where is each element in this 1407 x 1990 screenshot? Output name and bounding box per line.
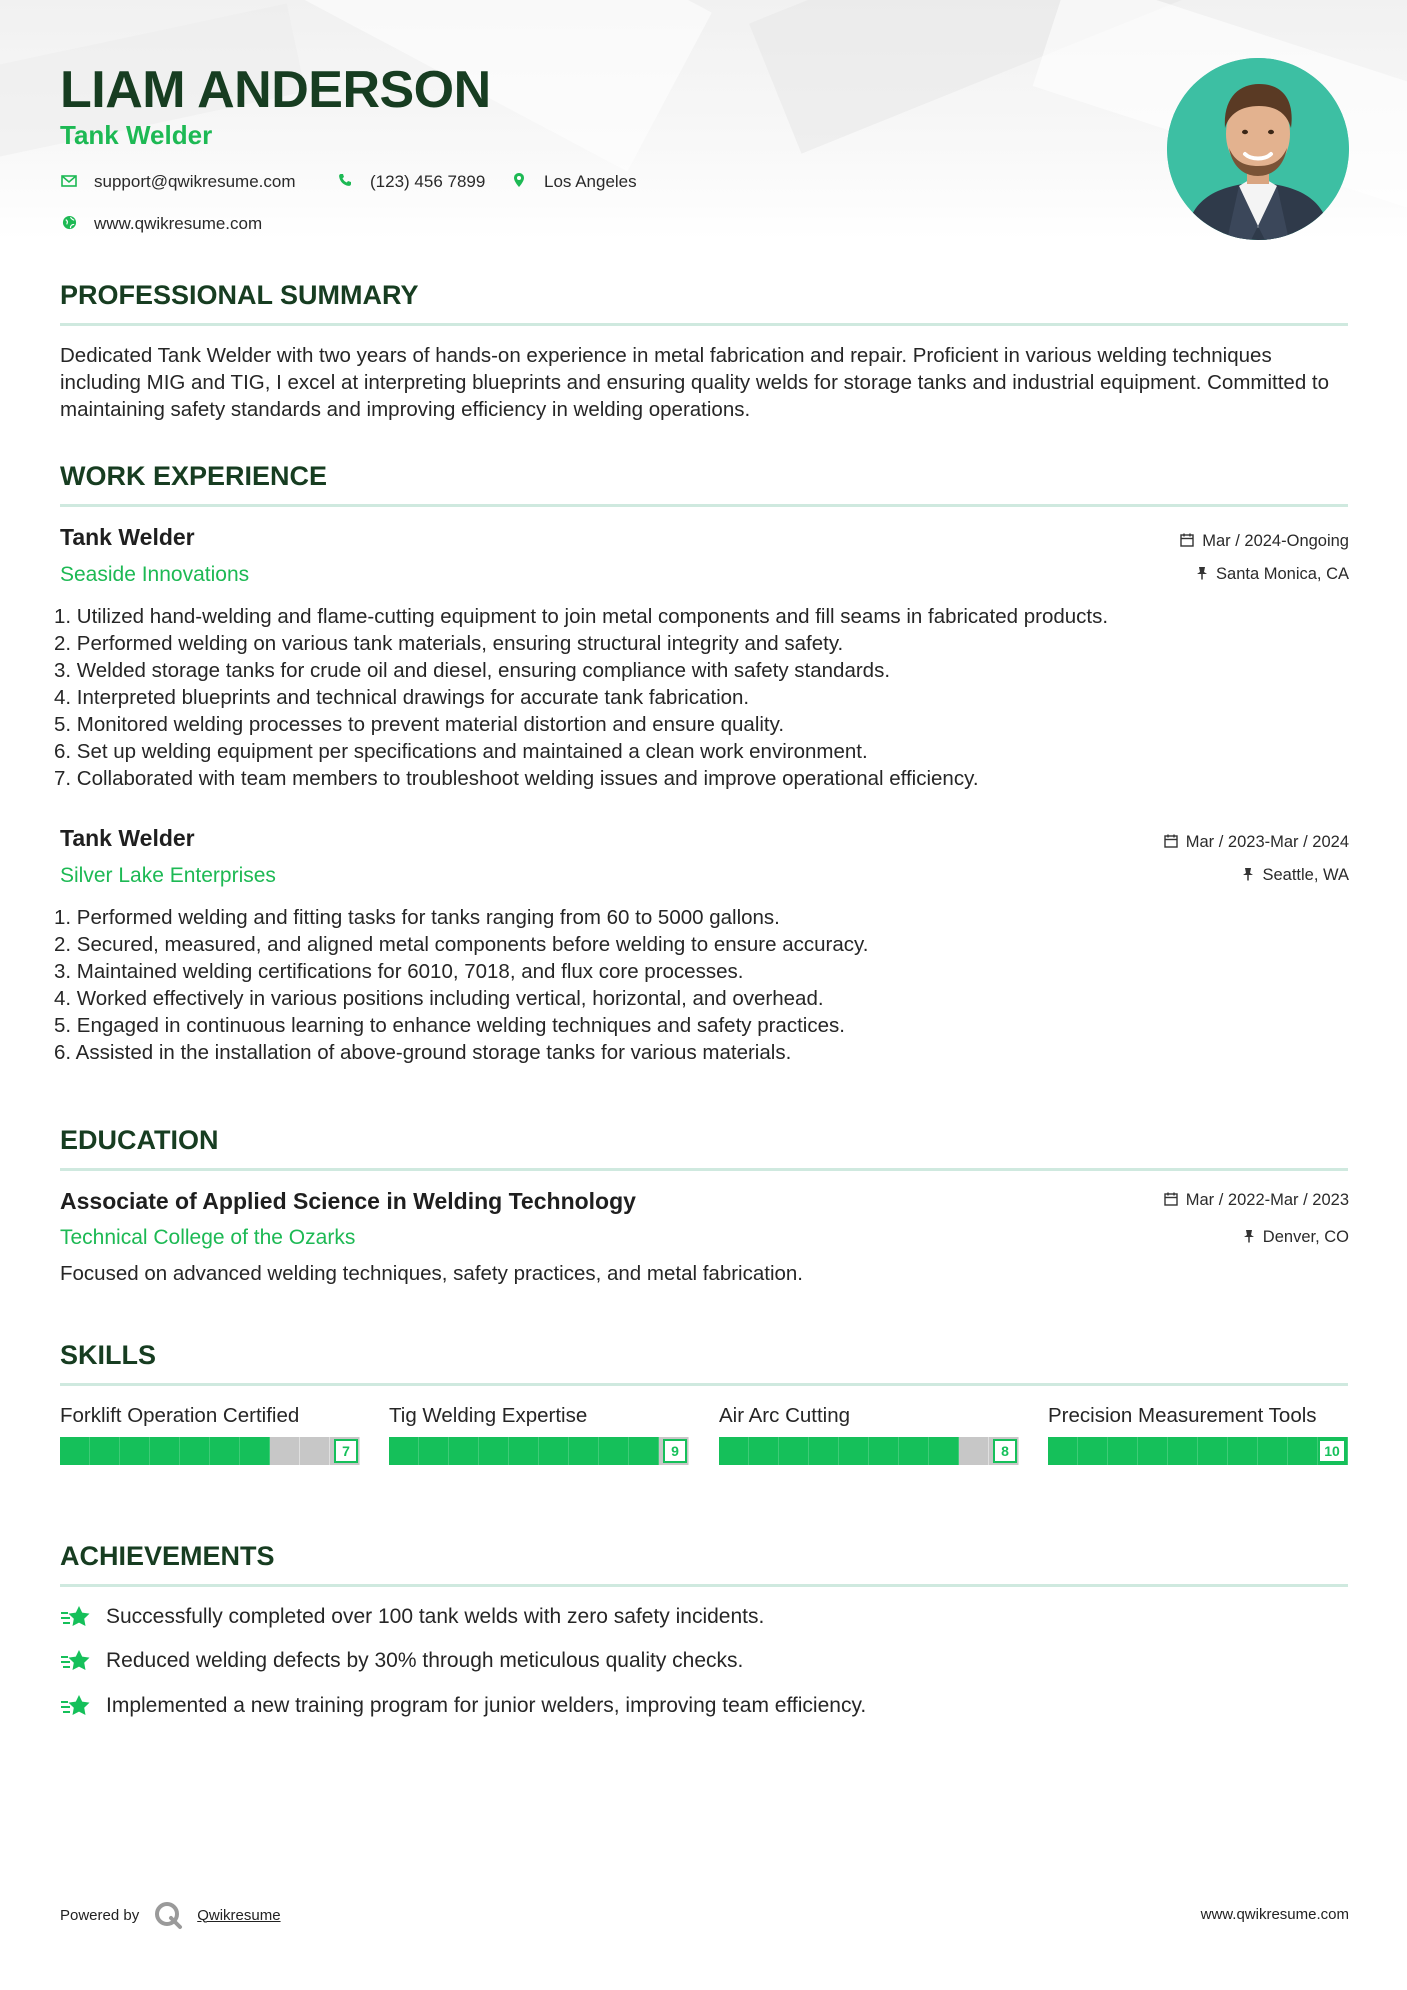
skill-segment <box>1258 1437 1288 1465</box>
education-dates: Mar / 2022-Mar / 2023 <box>1164 1191 1349 1210</box>
job-bullet: 1. Performed welding and fitting tasks for tanks ranging from 60 to 5000 gallons. <box>54 906 780 929</box>
footer-website[interactable]: www.qwikresume.com <box>1200 1906 1349 1923</box>
skill-segment <box>1138 1437 1168 1465</box>
star-icon <box>60 1648 92 1674</box>
job-dates: Mar / 2024-Ongoing <box>1180 532 1349 551</box>
achievement-text: Successfully completed over 100 tank welds with zero safety incidents. <box>106 1605 765 1628</box>
phone-icon <box>336 173 354 191</box>
skill-segment <box>809 1437 839 1465</box>
job-bullet: 5. Engaged in continuous learning to enhance welding techniques and safety practices. <box>54 1014 845 1037</box>
skill-segment <box>60 1437 90 1465</box>
skill-segment <box>1168 1437 1198 1465</box>
pushpin-icon <box>1242 867 1254 885</box>
section-education-title: EDUCATION <box>60 1125 1348 1171</box>
education-location: Denver, CO <box>1243 1228 1349 1247</box>
powered-by-text: Powered by <box>60 1906 140 1924</box>
section-achievements-title: ACHIEVEMENTS <box>60 1541 1348 1587</box>
skill-segment <box>899 1437 929 1465</box>
job-bullet: 4. Interpreted blueprints and technical drawings for accurate tank fabrication. <box>54 686 750 709</box>
job-bullet: 2. Secured, measured, and aligned metal components before welding to ensure accuracy. <box>54 933 869 956</box>
section-skills-title: SKILLS <box>60 1340 1348 1386</box>
skill-label: Precision Measurement Tools <box>1048 1404 1317 1427</box>
job-bullet: 5. Monitored welding processes to prevent material distortion and ensure quality. <box>54 713 785 736</box>
contact-website-text: www.qwikresume.com <box>94 214 263 233</box>
skill-segment <box>1078 1437 1108 1465</box>
skill-segment <box>599 1437 629 1465</box>
skill-segment <box>150 1437 180 1465</box>
skill-segment <box>1228 1437 1258 1465</box>
job-bullet: 3. Maintained welding certifications for 6010, 7018, and flux core processes. <box>54 960 744 983</box>
job-location: Seattle, WA <box>1242 866 1349 885</box>
section-experience-title: WORK EXPERIENCE <box>60 461 1348 507</box>
skill-bar <box>719 1437 1019 1465</box>
skill-segment <box>419 1437 449 1465</box>
skill-segment <box>569 1437 599 1465</box>
profile-photo <box>1167 58 1349 240</box>
contact-phone[interactable] <box>336 172 485 192</box>
calendar-icon <box>1180 533 1194 551</box>
skill-segment <box>449 1437 479 1465</box>
skill-item <box>1048 1402 1348 1465</box>
skill-segment <box>959 1437 989 1465</box>
contact-phone-text: (123) 456 7899 <box>370 172 486 191</box>
skill-segment <box>779 1437 809 1465</box>
globe-icon <box>60 215 78 234</box>
skill-label: Air Arc Cutting <box>719 1404 851 1427</box>
job-bullet: 6. Assisted in the installation of above-ground storage tanks for various materials. <box>54 1041 792 1064</box>
job-company: Seaside Innovations <box>60 563 250 586</box>
achievement-item <box>60 1693 866 1719</box>
map-pin-icon <box>510 172 528 192</box>
job-dates: Mar / 2023-Mar / 2024 <box>1164 833 1349 852</box>
job-bullet: 1. Utilized hand-welding and flame-cutting equipment to join metal components and fill seams in fabricated products. <box>54 605 1109 628</box>
skill-segment <box>1198 1437 1228 1465</box>
job-bullet: 2. Performed welding on various tank materials, ensuring structural integrity and safety. <box>54 632 844 655</box>
skill-label: Forklift Operation Certified <box>60 1404 300 1427</box>
candidate-name: LIAM ANDERSON <box>60 61 491 119</box>
skill-segment <box>629 1437 659 1465</box>
skill-segment <box>90 1437 120 1465</box>
job-company: Silver Lake Enterprises <box>60 864 276 887</box>
skill-segment <box>839 1437 869 1465</box>
pushpin-icon <box>1243 1229 1255 1247</box>
skill-segment <box>1108 1437 1138 1465</box>
skill-item <box>389 1402 689 1465</box>
star-icon <box>60 1604 92 1630</box>
job-bullet: 3. Welded storage tanks for crude oil and diesel, ensuring compliance with safety standards. <box>54 659 891 682</box>
skill-score: 10 <box>1318 1439 1346 1463</box>
skill-segment <box>210 1437 240 1465</box>
contact-website[interactable] <box>60 214 262 234</box>
candidate-title: Tank Welder <box>60 120 213 150</box>
calendar-icon <box>1164 1192 1178 1210</box>
achievement-text: Reduced welding defects by 30% through meticulous quality checks. <box>106 1649 744 1672</box>
skill-segment <box>539 1437 569 1465</box>
achievement-item <box>60 1604 764 1630</box>
skill-segment <box>869 1437 899 1465</box>
achievement-item <box>60 1648 743 1674</box>
job-role: Tank Welder <box>60 825 195 851</box>
skill-segment <box>929 1437 959 1465</box>
skill-bar <box>389 1437 689 1465</box>
skill-bar <box>1048 1437 1348 1465</box>
education-school: Technical College of the Ozarks <box>60 1226 356 1249</box>
skill-segment <box>479 1437 509 1465</box>
skill-label: Tig Welding Expertise <box>389 1404 588 1427</box>
skill-segment <box>120 1437 150 1465</box>
skill-segment <box>719 1437 749 1465</box>
brand-link[interactable]: Qwikresume <box>197 1906 281 1924</box>
skill-segment <box>270 1437 300 1465</box>
contact-email[interactable] <box>60 172 296 192</box>
job-bullet: 7. Collaborated with team members to troubleshoot welding issues and improve operational efficiency. <box>54 767 979 790</box>
skill-score: 8 <box>993 1439 1017 1463</box>
footer-powered-by <box>60 1900 281 1930</box>
skill-segment <box>1288 1437 1318 1465</box>
calendar-icon <box>1164 834 1178 852</box>
skill-segment <box>240 1437 270 1465</box>
job-location: Santa Monica, CA <box>1196 565 1349 584</box>
skill-item <box>719 1402 1019 1465</box>
skill-score: 7 <box>334 1439 358 1463</box>
job-role: Tank Welder <box>60 524 195 550</box>
skill-score: 9 <box>663 1439 687 1463</box>
job-bullets <box>54 904 1344 1066</box>
skill-bar <box>60 1437 360 1465</box>
contact-email-text: support@qwikresume.com <box>94 172 296 191</box>
skill-item <box>60 1402 360 1465</box>
skill-segment <box>389 1437 419 1465</box>
star-icon <box>60 1693 92 1719</box>
envelope-icon <box>60 174 78 191</box>
job-bullet: 6. Set up welding equipment per specifications and maintained a clean work environment. <box>54 740 868 763</box>
contact-location-text: Los Angeles <box>544 172 637 191</box>
job-bullet: 4. Worked effectively in various positions including vertical, horizontal, and overhead. <box>54 987 824 1010</box>
contact-location <box>510 172 637 192</box>
skill-segment <box>180 1437 210 1465</box>
summary-text: Dedicated Tank Welder with two years of hands-on experience in metal fabrication and repair. Proficient in various welding techniques including MIG and TIG, I excel at interpreting blueprints and ensuring quality welds for storage tanks and industrial equipment. Committed to maintaining safety standards and improving efficiency in welding operations. <box>60 344 1330 421</box>
section-summary-title: PROFESSIONAL SUMMARY <box>60 280 1348 326</box>
qwikresume-logo-icon <box>153 1900 183 1930</box>
skill-segment <box>1048 1437 1078 1465</box>
skill-segment <box>749 1437 779 1465</box>
job-bullets <box>54 603 1344 792</box>
skill-segment <box>509 1437 539 1465</box>
skill-segment <box>300 1437 330 1465</box>
education-description: Focused on advanced welding techniques, safety practices, and metal fabrication. <box>60 1262 803 1285</box>
education-degree: Associate of Applied Science in Welding Technology <box>60 1188 636 1214</box>
pushpin-icon <box>1196 566 1208 584</box>
achievement-text: Implemented a new training program for junior welders, improving team efficiency. <box>106 1694 867 1717</box>
